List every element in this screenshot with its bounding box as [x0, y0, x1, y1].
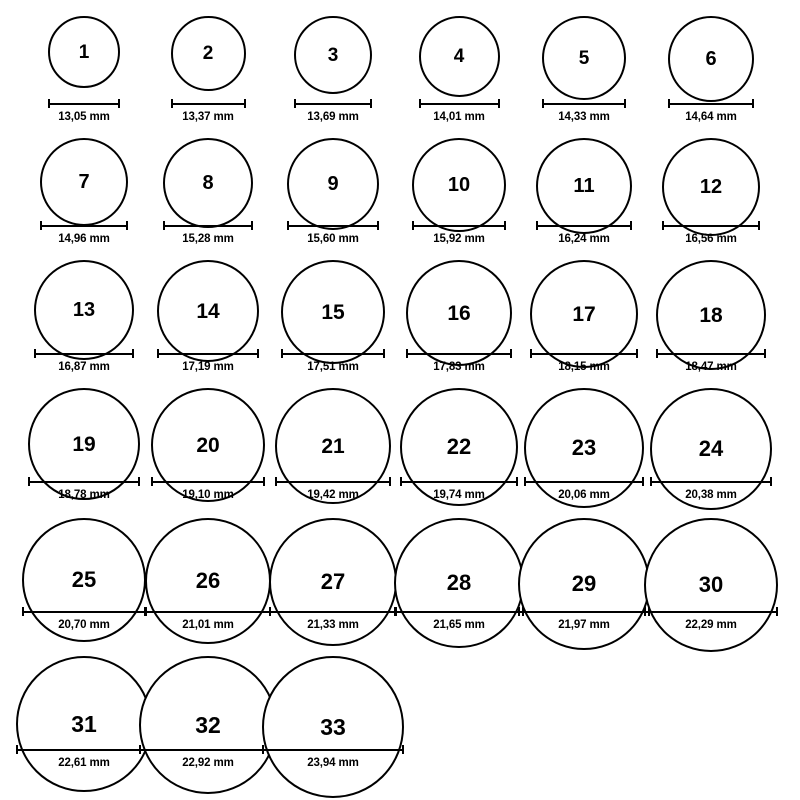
ring-size-item — [24, 260, 144, 360]
diameter-measure-bar — [394, 607, 524, 616]
ring-diameter-label: 19,42 mm — [307, 489, 359, 501]
diameter-measure-bar — [28, 477, 140, 486]
ring-size-item — [148, 16, 268, 91]
diameter-measure-bar — [287, 221, 379, 230]
ring-size-number: 24 — [698, 436, 724, 461]
ring-size-number: 12 — [699, 176, 723, 198]
ring-measure-group — [148, 349, 268, 373]
ring-diameter-label: 13,05 mm — [58, 111, 110, 123]
diameter-measure-bar — [269, 607, 397, 616]
ring-diameter-label: 22,61 mm — [58, 757, 110, 769]
ring-size-item — [399, 138, 519, 232]
diameter-measure-bar — [656, 349, 766, 358]
ring-diameter-label: 18,15 mm — [558, 361, 610, 373]
diameter-measure-bar — [22, 607, 146, 616]
ring-size-number: 11 — [573, 175, 595, 197]
ring-diameter-label: 14,01 mm — [433, 111, 485, 123]
ring-size-item — [273, 656, 393, 798]
ring-size-number: 5 — [578, 47, 590, 69]
ring-diameter-label: 17,51 mm — [307, 361, 359, 373]
ring-size-number: 4 — [453, 46, 465, 67]
ring-size-item — [148, 138, 268, 228]
ring-measure-group — [273, 221, 393, 245]
ring-measure-group — [273, 99, 393, 123]
ring-measure-group — [273, 477, 393, 501]
ring-size-number: 13 — [72, 299, 96, 321]
ring-diameter-label: 16,87 mm — [58, 361, 110, 373]
ring-diameter-label: 17,19 mm — [182, 361, 234, 373]
ring-size-number: 8 — [202, 172, 214, 194]
diameter-measure-bar — [644, 607, 778, 616]
ring-circle — [157, 260, 259, 362]
ring-measure-group — [524, 99, 644, 123]
ring-measure-group — [399, 607, 519, 631]
ring-measure-group — [399, 349, 519, 373]
ring-measure-group — [148, 745, 268, 769]
ring-circle — [139, 656, 277, 794]
ring-diameter-label: 17,83 mm — [433, 361, 485, 373]
ring-circle — [16, 656, 152, 792]
ring-diameter-label: 20,06 mm — [558, 489, 610, 501]
ring-diameter-label: 16,56 mm — [685, 233, 737, 245]
ring-measure-group — [651, 221, 771, 245]
diameter-measure-bar — [668, 99, 754, 108]
diameter-measure-bar — [518, 607, 650, 616]
ring-diameter-label: 21,97 mm — [558, 619, 610, 631]
ring-size-number: 21 — [321, 434, 345, 458]
ring-size-number: 22 — [446, 434, 472, 459]
ring-size-number: 10 — [447, 174, 471, 196]
ring-circle — [163, 138, 253, 228]
diameter-measure-bar — [262, 745, 404, 754]
ring-measure-group — [399, 99, 519, 123]
ring-measure-group — [148, 477, 268, 501]
ring-diameter-label: 18,47 mm — [685, 361, 737, 373]
ring-measure-group — [524, 221, 644, 245]
ring-diameter-label: 19,10 mm — [182, 489, 234, 501]
ring-circle — [536, 138, 632, 234]
ring-measure-group — [651, 477, 771, 501]
diameter-measure-bar — [275, 477, 391, 486]
ring-measure-group — [524, 477, 644, 501]
ring-diameter-label: 20,38 mm — [685, 489, 737, 501]
ring-diameter-label: 15,28 mm — [182, 233, 234, 245]
ring-size-number: 7 — [78, 171, 90, 193]
ring-diameter-label: 20,70 mm — [58, 619, 110, 631]
ring-measure-group — [273, 349, 393, 373]
ring-size-number: 32 — [195, 711, 221, 738]
ring-circle — [412, 138, 506, 232]
ring-size-number: 20 — [196, 433, 220, 457]
ring-circle — [262, 656, 404, 798]
ring-size-item — [148, 260, 268, 362]
ring-size-number: 14 — [196, 299, 220, 323]
ring-measure-group — [399, 221, 519, 245]
ring-diameter-label: 21,65 mm — [433, 619, 485, 631]
ring-measure-group — [651, 607, 771, 631]
diameter-measure-bar — [48, 99, 120, 108]
ring-size-item — [273, 16, 393, 94]
ring-size-item — [524, 138, 644, 234]
ring-size-number: 1 — [78, 41, 90, 63]
ring-measure-group — [148, 221, 268, 245]
ring-circle — [542, 16, 626, 100]
ring-diameter-label: 22,29 mm — [685, 619, 737, 631]
ring-diameter-label: 16,24 mm — [558, 233, 610, 245]
ring-circle — [40, 138, 128, 226]
diameter-measure-bar — [662, 221, 760, 230]
ring-measure-group — [148, 99, 268, 123]
ring-size-number: 33 — [320, 713, 346, 740]
ring-size-item — [399, 16, 519, 97]
ring-size-number: 6 — [705, 48, 717, 70]
ring-diameter-label: 15,92 mm — [433, 233, 485, 245]
ring-diameter-label: 22,92 mm — [182, 757, 234, 769]
ring-size-number: 2 — [202, 43, 214, 64]
diameter-measure-bar — [145, 607, 271, 616]
diameter-measure-bar — [34, 349, 134, 358]
ring-size-item — [651, 518, 771, 652]
ring-size-number: 17 — [572, 302, 596, 326]
ring-size-item — [24, 138, 144, 226]
ring-diameter-label: 21,01 mm — [182, 619, 234, 631]
ring-size-number: 19 — [72, 432, 96, 456]
diameter-measure-bar — [163, 221, 253, 230]
ring-size-number: 15 — [321, 300, 345, 324]
ring-diameter-label: 21,33 mm — [307, 619, 359, 631]
ring-size-number: 3 — [327, 44, 339, 66]
diameter-measure-bar — [542, 99, 626, 108]
ring-measure-group — [24, 221, 144, 245]
ring-diameter-label: 14,96 mm — [58, 233, 110, 245]
diameter-measure-bar — [40, 221, 128, 230]
ring-circle — [419, 16, 500, 97]
ring-size-item — [524, 16, 644, 100]
ring-circle — [668, 16, 754, 102]
ring-measure-group — [273, 607, 393, 631]
ring-measure-group — [524, 349, 644, 373]
ring-size-number: 16 — [447, 301, 471, 325]
ring-size-number: 30 — [698, 572, 724, 597]
ring-size-number: 18 — [699, 303, 723, 327]
diameter-measure-bar — [419, 99, 500, 108]
ring-size-number: 31 — [71, 710, 97, 737]
diameter-measure-bar — [406, 349, 512, 358]
diameter-measure-bar — [530, 349, 638, 358]
ring-circle — [171, 16, 246, 91]
diameter-measure-bar — [294, 99, 372, 108]
ring-size-number: 27 — [320, 569, 346, 594]
ring-diameter-label: 13,69 mm — [307, 111, 359, 123]
ring-size-item — [24, 656, 144, 792]
ring-measure-group — [273, 745, 393, 769]
diameter-measure-bar — [281, 349, 385, 358]
diameter-measure-bar — [412, 221, 506, 230]
diameter-measure-bar — [139, 745, 277, 754]
ring-diameter-label: 14,33 mm — [558, 111, 610, 123]
ring-size-item — [273, 138, 393, 230]
ring-size-number: 26 — [195, 568, 221, 593]
diameter-measure-bar — [536, 221, 632, 230]
ring-diameter-label: 14,64 mm — [685, 111, 737, 123]
ring-measure-group — [24, 477, 144, 501]
ring-diameter-label: 23,94 mm — [307, 757, 359, 769]
diameter-measure-bar — [400, 477, 518, 486]
diameter-measure-bar — [16, 745, 152, 754]
ring-diameter-label: 13,37 mm — [182, 111, 234, 123]
ring-circle — [34, 260, 134, 360]
ring-diameter-label: 18,78 mm — [58, 489, 110, 501]
ring-measure-group — [399, 477, 519, 501]
ring-measure-group — [524, 607, 644, 631]
diameter-measure-bar — [151, 477, 265, 486]
ring-measure-group — [651, 349, 771, 373]
ring-size-item — [148, 656, 268, 794]
ring-measure-group — [24, 349, 144, 373]
ring-circle — [48, 16, 120, 88]
diameter-measure-bar — [171, 99, 246, 108]
ring-diameter-label: 19,74 mm — [433, 489, 485, 501]
ring-size-number: 29 — [571, 571, 597, 596]
diameter-measure-bar — [650, 477, 772, 486]
ring-diameter-label: 15,60 mm — [307, 233, 359, 245]
ring-circle — [294, 16, 372, 94]
diameter-measure-bar — [157, 349, 259, 358]
diameter-measure-bar — [524, 477, 644, 486]
ring-size-item — [651, 16, 771, 102]
ring-measure-group — [24, 745, 144, 769]
ring-measure-group — [148, 607, 268, 631]
ring-circle — [287, 138, 379, 230]
ring-measure-group — [24, 607, 144, 631]
ring-size-number: 25 — [71, 567, 97, 592]
ring-measure-group — [24, 99, 144, 123]
ring-measure-group — [651, 99, 771, 123]
ring-circle — [644, 518, 778, 652]
ring-size-number: 23 — [571, 435, 597, 460]
ring-size-number: 28 — [446, 570, 472, 595]
ring-size-number: 9 — [327, 173, 339, 195]
ring-size-item — [24, 16, 144, 88]
